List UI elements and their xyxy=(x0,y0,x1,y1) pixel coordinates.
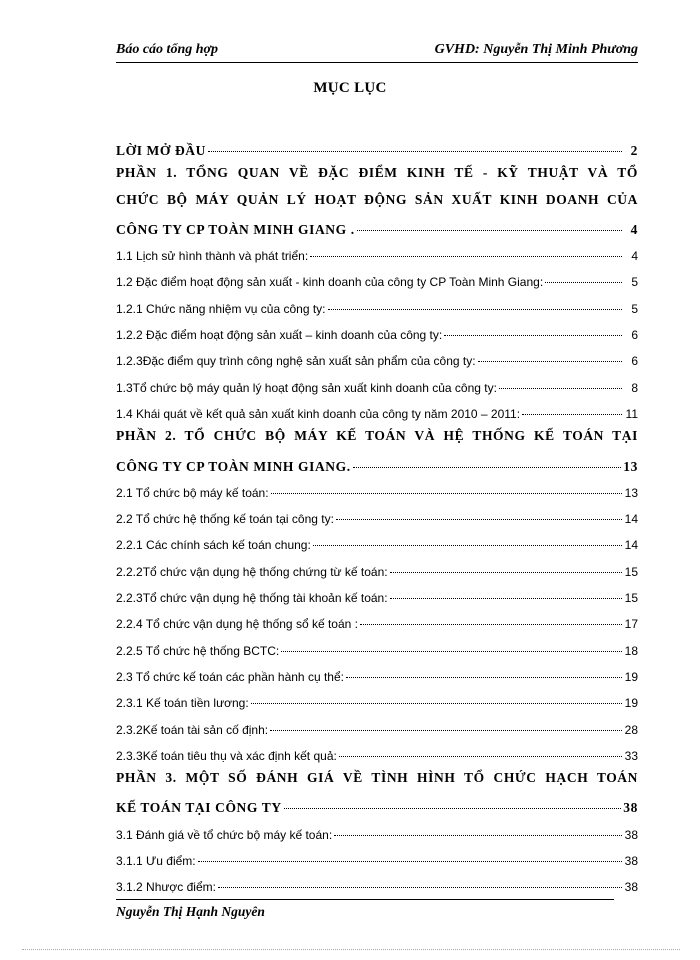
toc-page: 38 xyxy=(624,854,638,869)
toc-entry-2-3-1[interactable] xyxy=(116,686,638,712)
toc-label: 3.1.2 Nhược điểm: xyxy=(116,880,216,895)
toc-label: 3.1 Đánh giá về tổ chức bộ máy kế toán: xyxy=(116,827,333,842)
toc-label: 1.2 Đặc điểm hoạt động sản xuất - kinh doanh của công ty CP Toàn Minh Giang: xyxy=(116,275,544,290)
toc-leader xyxy=(444,321,622,336)
toc-label-line: PHẦN 2. TỔ CHỨC BỘ MÁY KẾ TOÁN VÀ HỆ THỐNG KẾ TOÁN TẠI xyxy=(116,428,638,444)
toc-entry-3-1-1[interactable] xyxy=(116,844,638,870)
toc-page: 11 xyxy=(625,406,638,421)
toc-leader xyxy=(478,347,622,362)
toc-page: 5 xyxy=(631,301,638,316)
toc-entry-2-2[interactable] xyxy=(116,502,638,528)
toc-entry-1-2-1[interactable] xyxy=(116,292,638,318)
toc-entry-part1[interactable] xyxy=(116,160,638,239)
toc-page: 13 xyxy=(623,458,638,474)
header-supervisor: GVHD: Nguyễn Thị Minh Phương xyxy=(434,42,638,57)
toc-entry-2-2-3[interactable] xyxy=(116,581,638,607)
toc-page: 6 xyxy=(631,354,638,369)
toc-entry-2-2-2[interactable] xyxy=(116,555,638,581)
toc-page: 4 xyxy=(631,249,638,264)
toc-entry-2-1[interactable] xyxy=(116,476,638,502)
toc-page: 19 xyxy=(624,696,638,711)
toc-label: 1.2.1 Chức năng nhiệm vụ của công ty: xyxy=(116,301,326,316)
toc-leader xyxy=(522,400,622,415)
page-title: MỤC LỤC xyxy=(313,80,387,96)
toc-leader xyxy=(499,374,622,389)
toc-leader xyxy=(271,479,622,494)
toc-label: 1.2.3Đặc điểm quy trình công nghệ sản xuất sản phẩm của công ty: xyxy=(116,354,476,369)
toc-leader xyxy=(251,689,622,704)
toc-entry-part3[interactable] xyxy=(116,765,638,818)
footer-divider xyxy=(116,899,614,900)
toc-page: 14 xyxy=(624,512,638,527)
toc-page: 8 xyxy=(631,380,638,395)
toc-leader xyxy=(313,531,622,546)
toc-leader xyxy=(390,584,622,599)
toc-entry-1-1[interactable] xyxy=(116,239,638,265)
toc-page: 6 xyxy=(631,328,638,343)
toc-page: 18 xyxy=(624,643,638,658)
toc-label: 2.2.5 Tổ chức hệ thống BCTC: xyxy=(116,643,280,658)
toc-label: 2.3.1 Kế toán tiền lương: xyxy=(116,696,249,711)
toc-entry-intro[interactable] xyxy=(116,134,638,160)
toc-label: KẾ TOÁN TẠI CÔNG TY xyxy=(116,800,282,816)
toc-leader xyxy=(208,137,622,152)
toc-label: 2.2.2Tổ chức vận dụng hệ thống chứng từ kế toán: xyxy=(116,564,388,579)
toc-leader xyxy=(328,295,623,310)
toc-page: 33 xyxy=(624,748,638,763)
page-header xyxy=(116,40,638,63)
toc-label: 1.3Tổ chức bộ máy quản lý hoạt động sản xuất kinh doanh của công ty: xyxy=(116,380,497,395)
toc-entry-1-2-3[interactable] xyxy=(116,344,638,370)
toc-entry-2-2-4[interactable] xyxy=(116,607,638,633)
toc-label: LỜI MỞ ĐẦU xyxy=(116,143,206,158)
toc-label: 2.3.2Kế toán tài sản cố định: xyxy=(116,722,269,737)
toc-page: 17 xyxy=(624,617,638,632)
toc-page: 28 xyxy=(624,722,638,737)
toc-page: 19 xyxy=(624,669,638,684)
toc-label: CÔNG TY CP TOÀN MINH GIANG. xyxy=(116,458,351,474)
toc-leader xyxy=(360,610,622,625)
toc-leader xyxy=(218,873,622,888)
toc-entry-part2[interactable] xyxy=(116,423,638,476)
toc-leader xyxy=(284,794,622,809)
toc-leader xyxy=(198,847,622,862)
toc-entry-3-1[interactable] xyxy=(116,818,638,844)
toc-leader xyxy=(336,505,622,520)
toc-leader xyxy=(545,268,622,283)
toc-label: 1.2.2 Đặc điểm hoạt động sản xuất – kinh doanh của công ty: xyxy=(116,328,443,343)
toc-leader xyxy=(346,663,622,678)
toc-label: CÔNG TY CP TOÀN MINH GIANG . xyxy=(116,221,355,237)
toc-page: 38 xyxy=(623,800,638,816)
toc-label: 3.1.1 Ưu điểm: xyxy=(116,854,196,869)
toc-label: 2.2.4 Tổ chức vận dụng hệ thống sổ kế toán : xyxy=(116,617,358,632)
toc-entry-1-3[interactable] xyxy=(116,371,638,397)
toc-page: 13 xyxy=(624,485,638,500)
toc-label-line: CHỨC BỘ MÁY QUẢN LÝ HOẠT ĐỘNG SẢN XUẤT KINH DOANH CỦA xyxy=(116,191,638,207)
toc-page: 15 xyxy=(624,564,638,579)
toc-entry-1-2[interactable] xyxy=(116,265,638,291)
toc-leader xyxy=(353,453,622,468)
page-break-edge xyxy=(22,949,680,950)
toc-entry-2-3-3[interactable] xyxy=(116,739,638,765)
table-of-contents xyxy=(116,134,638,897)
toc-leader xyxy=(390,558,622,573)
toc-label: 2.1 Tổ chức bộ máy kế toán: xyxy=(116,485,269,500)
toc-leader xyxy=(334,821,622,836)
toc-page: 4 xyxy=(630,221,638,237)
toc-entry-2-3-2[interactable] xyxy=(116,713,638,739)
toc-page: 14 xyxy=(624,538,638,553)
toc-entry-2-2-5[interactable] xyxy=(116,634,638,660)
toc-page: 38 xyxy=(624,827,638,842)
toc-label: 1.4 Khái quát về kết quả sản xuất kinh doanh của công ty năm 2010 – 2011: xyxy=(116,406,521,421)
toc-label: 2.3.3Kế toán tiêu thụ và xác định kết quả: xyxy=(116,748,337,763)
toc-page: 5 xyxy=(631,275,638,290)
toc-label: 2.2.3Tổ chức vận dụng hệ thống tài khoản kế toán: xyxy=(116,591,388,606)
toc-entry-2-2-1[interactable] xyxy=(116,528,638,554)
toc-entry-2-3[interactable] xyxy=(116,660,638,686)
toc-leader xyxy=(270,716,622,731)
toc-label-line: PHẦN 3. MỘT SỐ ĐÁNH GIÁ VỀ TÌNH HÌNH TỔ CHỨC HẠCH TOÁN xyxy=(116,770,638,786)
toc-leader xyxy=(357,216,622,231)
toc-label: 2.3 Tổ chức kế toán các phần hành cụ thể: xyxy=(116,669,344,684)
toc-page: 2 xyxy=(630,143,638,158)
toc-page: 38 xyxy=(624,880,638,895)
toc-leader xyxy=(339,742,622,757)
toc-label: 2.2.1 Các chính sách kế toán chung: xyxy=(116,538,311,553)
toc-entry-3-1-2[interactable] xyxy=(116,870,638,896)
toc-page: 15 xyxy=(624,591,638,606)
toc-entry-1-4[interactable] xyxy=(116,397,638,423)
toc-label: 1.1 Lịch sử hình thành và phát triển: xyxy=(116,249,309,264)
toc-label: 2.2 Tổ chức hệ thống kế toán tại công ty: xyxy=(116,512,334,527)
toc-leader xyxy=(310,242,622,257)
toc-entry-1-2-2[interactable] xyxy=(116,318,638,344)
toc-label-line: PHẦN 1. TỔNG QUAN VỀ ĐẶC ĐIỂM KINH TẾ - KỸ THUẬT VÀ TỔ xyxy=(116,165,638,181)
toc-leader xyxy=(281,637,622,652)
header-report-title: Báo cáo tổng hợp xyxy=(116,42,219,57)
footer-author: Nguyễn Thị Hạnh Nguyên xyxy=(116,904,265,919)
